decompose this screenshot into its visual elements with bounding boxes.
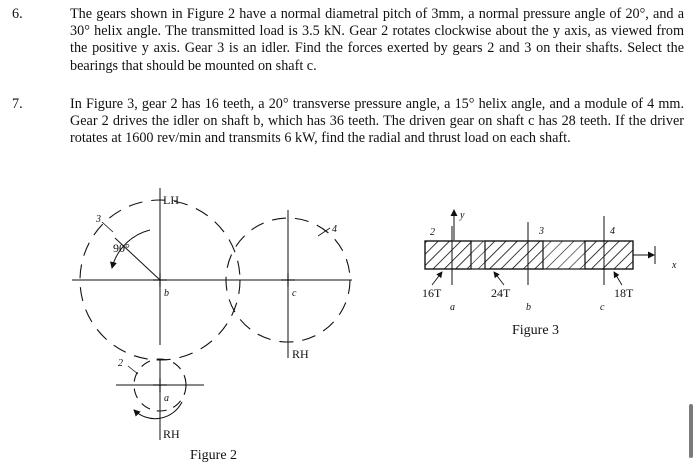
gear-c-face — [585, 241, 633, 269]
gear-2-label: 2 — [118, 358, 123, 369]
figure-3-caption: Figure 3 — [512, 323, 560, 338]
gear-a-face — [425, 241, 471, 269]
leader-gear-2 — [128, 366, 138, 374]
scrollbar-thumb[interactable] — [689, 404, 693, 458]
problem-text: In Figure 3, gear 2 has 16 teeth, a 20° transverse pressure angle, a 15° helix angle, and a module of 4 mm. Gear 2 drives the idler on shaft b, which has 36 teeth. The driven gear on shaft c has 28 teeth. If the driver rotates at 1600 rev/min and transmits 6 kW, find the radial and thrust load on each shaft. — [70, 96, 684, 147]
teeth-24t-label: 24T — [491, 286, 511, 300]
problem-text: The gears shown in Figure 2 have a normal diametral pitch of 3mm, a normal pressure angle of 20°, and a 30° helix angle. The transmitted load is 3.5 kN. Gear 2 rotates clockwise about the y axis, as viewed from the positive y axis. Gear 3 is an idler. Find the forces exerted by gears 2 and 3 on their shafts. Select the bearings that should be mounted on shaft c. — [70, 6, 684, 74]
problem-number: 6. — [12, 6, 23, 22]
arrow-18t — [614, 272, 622, 285]
gear-2-label: 2 — [430, 227, 435, 238]
rh-small-label: RH — [163, 427, 180, 441]
teeth-16t-label: 16T — [422, 286, 442, 300]
y-axis-label: y — [460, 210, 465, 221]
center-mark-c — [281, 273, 295, 287]
figure-2-caption: Figure 2 — [190, 448, 238, 463]
gear-b-face — [485, 241, 543, 269]
gear-3-label: 3 — [539, 226, 544, 237]
angle-label: 90° — [113, 241, 130, 255]
rotation-arrow — [134, 402, 182, 419]
figure-3 — [422, 210, 677, 338]
lh-label: LH — [163, 193, 179, 207]
teeth-18t-label: 18T — [614, 286, 634, 300]
shaft-b-label: b — [164, 288, 169, 299]
shaft-c-label: c — [292, 288, 297, 299]
shaft-c-label: c — [600, 302, 605, 313]
leader-gear-3 — [102, 222, 113, 232]
shaft-a-label: a — [164, 393, 169, 404]
gear-4-label: 4 — [610, 226, 615, 237]
figure-2 — [72, 188, 352, 463]
problem-number: 7. — [12, 96, 23, 112]
gear-3-label: 3 — [96, 214, 101, 225]
center-mark-a — [153, 378, 167, 392]
shaft-a-label: a — [450, 302, 455, 313]
rh-large-label: RH — [292, 347, 309, 361]
shaft-b-label: b — [526, 302, 531, 313]
arrow-16t — [432, 272, 442, 285]
gear-4-label: 4 — [332, 224, 337, 235]
arrow-24t — [494, 272, 504, 285]
x-axis-label: x — [672, 260, 677, 271]
